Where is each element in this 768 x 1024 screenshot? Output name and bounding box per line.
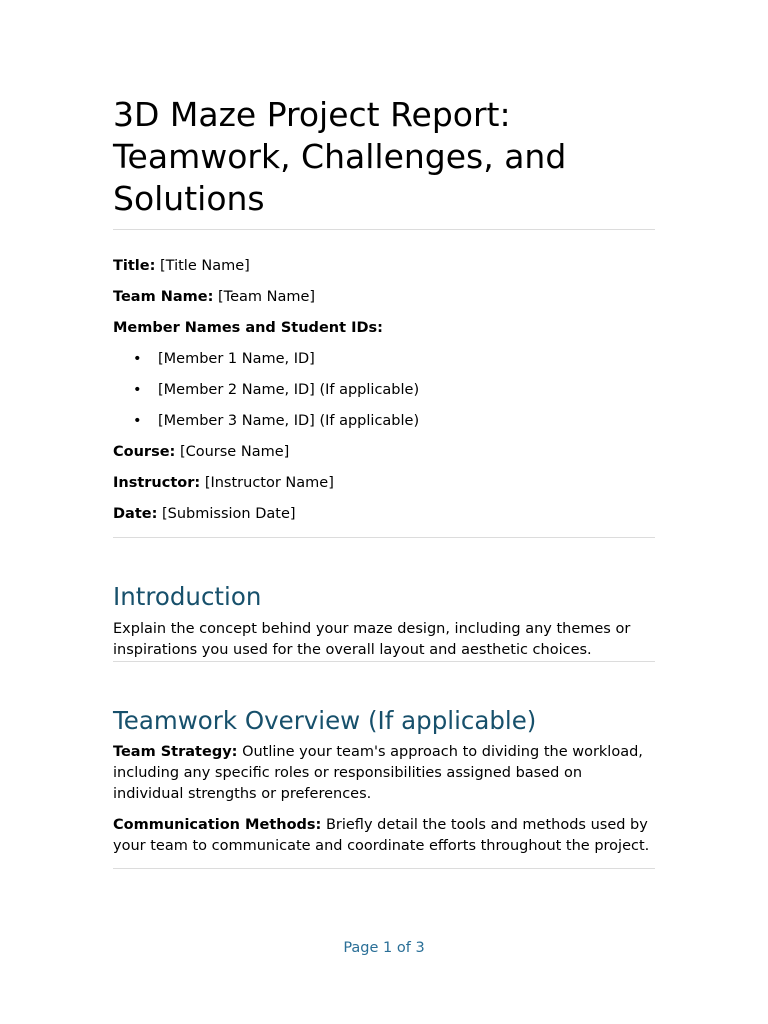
section-heading: Introduction [113, 582, 262, 611]
list-item [113, 351, 655, 368]
meta-team-value: [Team Name] [218, 289, 316, 305]
list-item [113, 413, 655, 430]
member-entry: [Member 1 Name, ID] [158, 351, 315, 367]
paragraph-text: Outline your team's approach to dividing the workload, including any specific roles or responsibilities assigned based on individual strengths or preferences. [113, 744, 643, 802]
meta-team-label: Team Name: [113, 289, 214, 305]
list-item [113, 382, 655, 399]
report-metadata [113, 258, 655, 523]
bullet-icon: • [133, 382, 142, 398]
meta-course-value: [Course Name] [179, 444, 290, 460]
section-teamwork-overview [113, 706, 655, 857]
section-paragraph [113, 742, 655, 805]
meta-date-value: [Submission Date] [162, 506, 296, 522]
section-paragraph: Explain the concept behind your maze design, including any themes or inspirations you used for the overall layout and aesthetic choices. [113, 621, 631, 658]
section-divider [113, 661, 655, 662]
meta-title [113, 258, 655, 275]
section-introduction [113, 582, 655, 661]
metadata-divider [113, 537, 655, 538]
member-list [113, 351, 655, 430]
meta-date [113, 506, 655, 523]
meta-members-label: Member Names and Student IDs: [113, 320, 383, 336]
paragraph-label: Communication Methods: [113, 817, 322, 833]
meta-team-name [113, 289, 655, 306]
meta-members [113, 320, 655, 337]
meta-course-label: Course: [113, 444, 176, 460]
bullet-icon: • [133, 351, 142, 367]
meta-title-value: [Title Name] [160, 258, 250, 274]
meta-instructor [113, 475, 655, 492]
section-heading: Teamwork Overview (If applicable) [113, 706, 537, 735]
paragraph-label: Team Strategy: [113, 744, 238, 760]
page-indicator: Page 1 of 3 [343, 940, 425, 956]
section-divider [113, 868, 655, 869]
document-title: 3D Maze Project Report: Teamwork, Challenges, and Solutions [113, 95, 567, 218]
member-entry: [Member 3 Name, ID] (If applicable) [158, 413, 420, 429]
meta-instructor-label: Instructor: [113, 475, 201, 491]
bullet-icon: • [133, 413, 142, 429]
meta-date-label: Date: [113, 506, 158, 522]
meta-title-label: Title: [113, 258, 156, 274]
report-page [113, 94, 655, 869]
section-paragraph [113, 815, 655, 857]
meta-instructor-value: [Instructor Name] [204, 475, 334, 491]
paragraph-text: Briefly detail the tools and methods used by your team to communicate and coordinate efforts throughout the project. [113, 817, 650, 854]
meta-course [113, 444, 655, 461]
member-entry: [Member 2 Name, ID] (If applicable) [158, 382, 420, 398]
title-divider [113, 229, 655, 230]
